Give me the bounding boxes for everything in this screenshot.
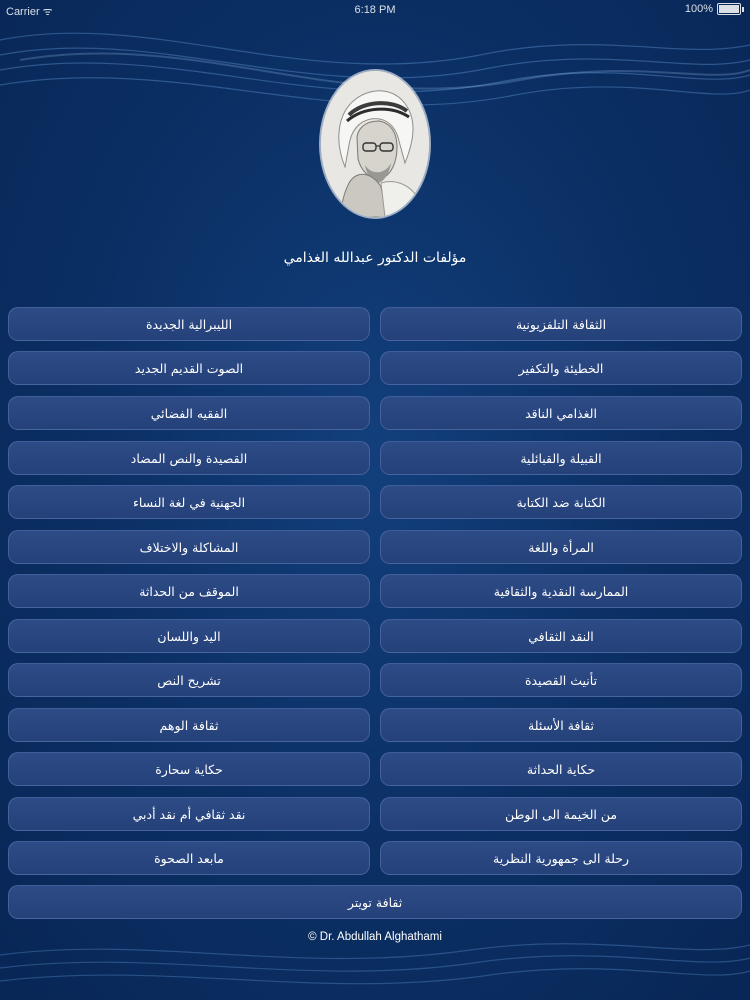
battery-indicator xyxy=(685,3,744,15)
book-button[interactable]: النقد الثقافي xyxy=(380,619,742,653)
book-button[interactable]: ثقافة الأسئلة xyxy=(380,708,742,742)
book-button[interactable]: اليد واللسان xyxy=(8,619,370,653)
book-button[interactable]: الجهنية في لغة النساء xyxy=(8,485,370,519)
book-button[interactable]: من الخيمة الى الوطن xyxy=(380,797,742,831)
book-button[interactable]: نقد ثقافي أم نقد أدبي xyxy=(8,797,370,831)
book-button[interactable]: رحلة الى جمهورية النظرية xyxy=(380,841,742,875)
book-button[interactable]: الممارسة النقدية والثقافية xyxy=(380,574,742,608)
author-portrait-image xyxy=(321,71,429,217)
book-button[interactable]: تأنيث القصيدة xyxy=(380,663,742,697)
book-button[interactable]: القصيدة والنص المضاد xyxy=(8,441,370,475)
book-button[interactable]: الصوت القديم الجديد xyxy=(8,351,370,385)
carrier-label: Carrier ᯤ xyxy=(6,6,53,18)
clock: 6:18 PM xyxy=(354,4,396,16)
book-button[interactable]: مابعد الصحوة xyxy=(8,841,370,875)
page-title: مؤلفات الدكتور عبدالله الغذامي xyxy=(283,250,467,266)
status-bar xyxy=(0,0,750,20)
author-portrait xyxy=(321,71,429,217)
book-button[interactable]: ثقافة الوهم xyxy=(8,708,370,742)
book-button[interactable]: المرأة واللغة xyxy=(380,530,742,564)
book-button[interactable]: الثقافة التلفزيونية xyxy=(380,307,742,341)
book-button[interactable]: تشريح النص xyxy=(8,663,370,697)
book-button-full[interactable]: ثقافة تويتر xyxy=(8,885,742,919)
copyright-footer: © Dr. Abdullah Alghathami xyxy=(308,931,442,943)
book-button[interactable]: الغذامي الناقد xyxy=(380,396,742,430)
book-button[interactable]: الليبرالية الجديدة xyxy=(8,307,370,341)
book-button[interactable]: حكاية الحداثة xyxy=(380,752,742,786)
battery-icon xyxy=(717,3,741,15)
battery-percent: 100% xyxy=(684,3,713,15)
book-button[interactable]: الموقف من الحداثة xyxy=(8,574,370,608)
book-button[interactable]: الفقيه الفضائي xyxy=(8,396,370,430)
book-button[interactable]: الكتابة ضد الكتابة xyxy=(380,485,742,519)
book-button[interactable]: المشاكلة والاختلاف xyxy=(8,530,370,564)
book-button[interactable]: الخطيئة والتكفير xyxy=(380,351,742,385)
book-button[interactable]: حكاية سحارة xyxy=(8,752,370,786)
book-button[interactable]: القبيلة والقبائلية xyxy=(380,441,742,475)
